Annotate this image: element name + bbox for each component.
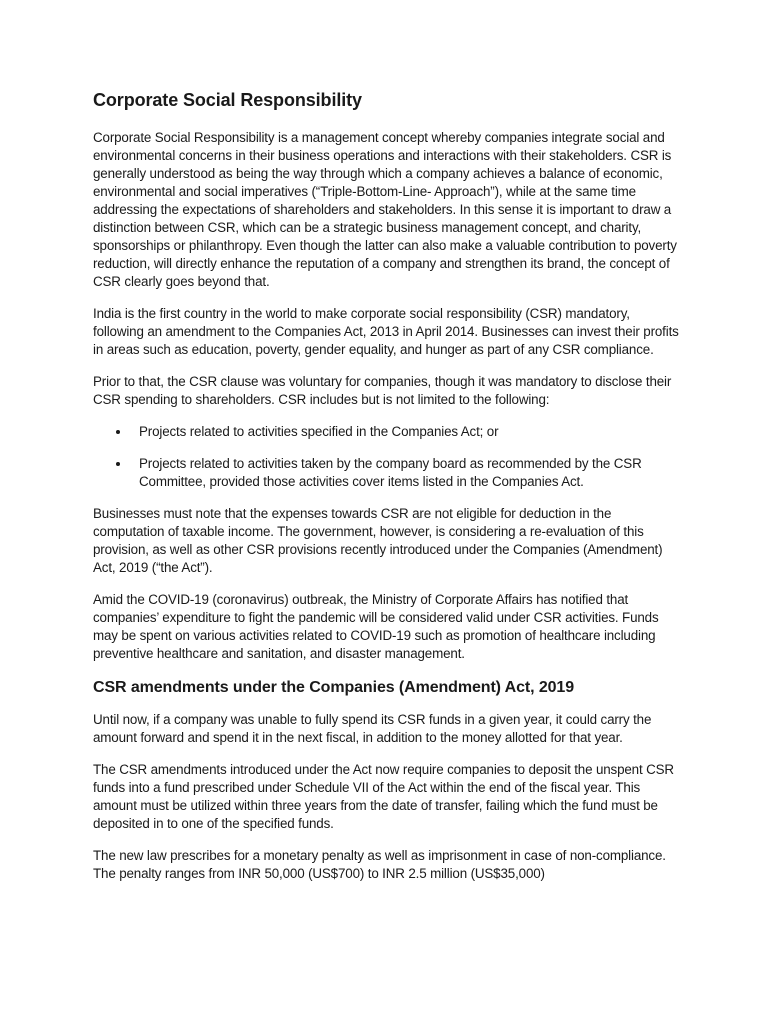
paragraph-csr-definition: Corporate Social Responsibility is a management concept whereby companies integrate social and environmental concerns in their business operations and interactions with their stakeholders. CSR is generally understood as being the way through which a company achieves a balance of economic, environmental and social imperatives (“Triple-Bottom-Line- Approach”), while at the same time addressing the expectations of shareholders and stakeholders. In this sense it is important to draw a distinction between CSR, which can be a strategic business management concept, and charity, sponsorships or philanthropy. Even though the latter can also make a valuable contribution to poverty reduction, will directly enhance the reputation of a company and strengthen its brand, the concept of CSR clearly goes beyond that. (93, 130, 677, 289)
paragraph-penalty: The new law prescribes for a monetary penalty as well as imprisonment in case of non-compliance. The penalty ranges from INR 50,000 (US$700) to INR 2.5 million (US$35,000) (93, 848, 666, 881)
paragraph-covid: Amid the COVID-19 (coronavirus) outbreak, the Ministry of Corporate Affairs has notified that companies’ expenditure to fight the pandemic will be considered valid under CSR activities. Funds may be spent on various activities related to COVID-19 such as promotion of healthcare including preventive healthcare and sanitation, and disaster management. (93, 592, 659, 661)
list-item: Projects related to activities taken by the company board as recommended by the CSR Committee, provided those activities cover items listed in the Companies Act. (93, 455, 683, 491)
paragraph-prior-voluntary: Prior to that, the CSR clause was voluntary for companies, though it was mandatory to disclose their CSR spending to shareholders. CSR includes but is not limited to the following: (93, 374, 672, 407)
paragraph-carry-forward: Until now, if a company was unable to fully spend its CSR funds in a given year, it could carry the amount forward and spend it in the next fiscal, in addition to the money allotted for that year. (93, 712, 652, 745)
document-page (93, 88, 683, 897)
list-item: Projects related to activities specified in the Companies Act; or (93, 423, 683, 441)
paragraph-unspent-funds: The CSR amendments introduced under the Act now require companies to deposit the unspent CSR funds into a fund prescribed under Schedule VII of the Act within the end of the fiscal year. This amount must be utilized within three years from the date of transfer, failing which the fund must be deposited in to one of the specified funds. (93, 762, 674, 831)
paragraph-tax-deduction: Businesses must note that the expenses towards CSR are not eligible for deduction in the computation of taxable income. The government, however, is considering a re-evaluation of this provision, as well as other CSR provisions recently introduced under the Companies (Amendment) Act, 2019 (“the Act”). (93, 506, 663, 575)
document-title: Corporate Social Responsibility (93, 90, 362, 110)
csr-activities-list (93, 423, 683, 491)
paragraph-india-mandatory: India is the first country in the world to make corporate social responsibility (CSR) mandatory, following an amendment to the Companies Act, 2013 in April 2014. Businesses can invest their profits in areas such as education, poverty, gender equality, and hunger as part of any CSR compliance. (93, 306, 679, 357)
section-heading: CSR amendments under the Companies (Amendment) Act, 2019 (93, 679, 575, 696)
